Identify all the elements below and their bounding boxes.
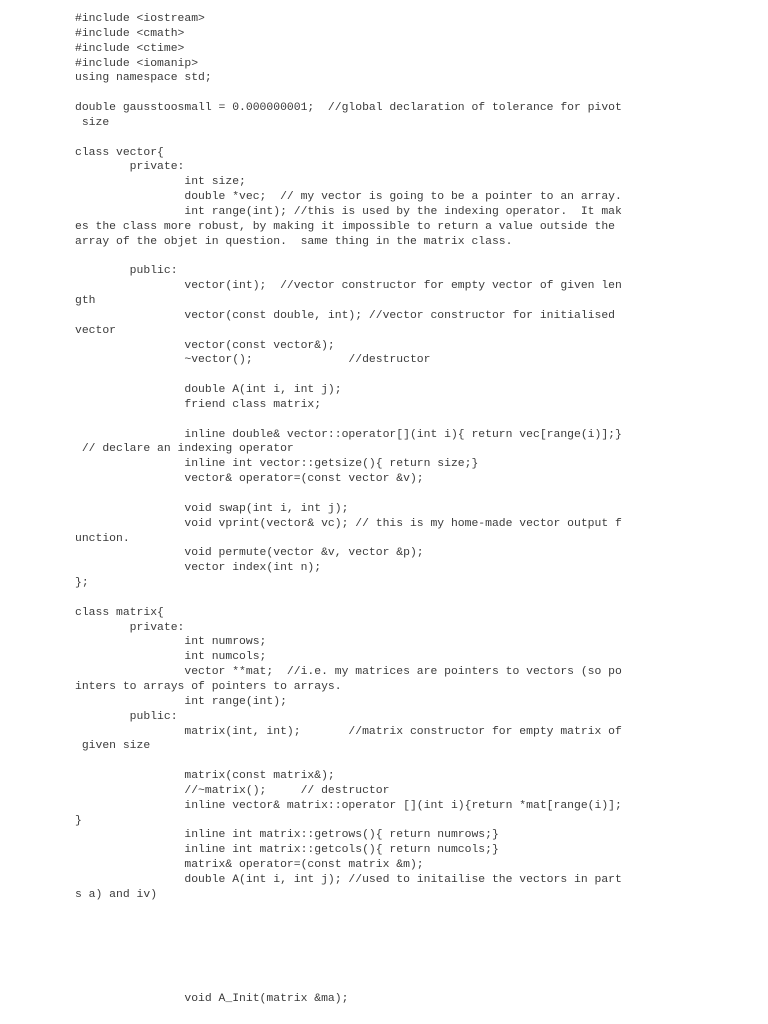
code-line: void swap(int i, int j); bbox=[75, 502, 349, 515]
code-line: inline double& vector::operator[](int i){ return vec[range(i)];} bbox=[75, 428, 622, 441]
code-line: class vector{ bbox=[75, 146, 164, 159]
code-line: matrix(const matrix&); bbox=[75, 770, 335, 783]
code-line: vector(const double, int); //vector constructor for initialised bbox=[75, 309, 616, 322]
code-line bbox=[75, 962, 622, 977]
code-line: array of the objet in question. same thing in the matrix class. bbox=[75, 235, 513, 248]
code-line: #include <ctime> bbox=[75, 42, 185, 55]
code-line bbox=[75, 977, 622, 992]
code-line bbox=[75, 368, 622, 383]
code-line bbox=[75, 932, 622, 947]
code-line bbox=[75, 903, 622, 918]
code-line bbox=[75, 413, 622, 428]
code-line: vector bbox=[75, 324, 117, 337]
code-line: inline int vector::getsize(){ return size;} bbox=[75, 458, 479, 471]
code-line: } bbox=[75, 814, 82, 827]
code-line: vector index(int n); bbox=[75, 562, 322, 575]
code-line bbox=[75, 754, 622, 769]
source-code-listing bbox=[75, 12, 622, 1007]
code-line: given size bbox=[75, 740, 151, 753]
code-line: unction. bbox=[75, 532, 130, 545]
code-line: double A(int i, int j); bbox=[75, 384, 342, 397]
code-line bbox=[75, 86, 622, 101]
code-line: matrix& operator=(const matrix &m); bbox=[75, 859, 424, 872]
code-line: double *vec; // my vector is going to be a pointer to an array. bbox=[75, 191, 622, 204]
code-line: private: bbox=[75, 621, 185, 634]
code-line bbox=[75, 917, 622, 932]
code-line: int numcols; bbox=[75, 651, 267, 664]
code-line: friend class matrix; bbox=[75, 398, 322, 411]
code-line: void permute(vector &v, vector &p); bbox=[75, 547, 424, 560]
code-line bbox=[75, 947, 622, 962]
code-line: #include <cmath> bbox=[75, 27, 185, 40]
code-line bbox=[75, 131, 622, 146]
code-line bbox=[75, 487, 622, 502]
code-line: vector(const vector&); bbox=[75, 339, 335, 352]
code-line: using namespace std; bbox=[75, 72, 212, 85]
code-line: matrix(int, int); //matrix constructor for empty matrix of bbox=[75, 725, 622, 738]
code-line: int range(int); bbox=[75, 695, 287, 708]
code-line: int numrows; bbox=[75, 636, 267, 649]
code-line: double A(int i, int j); //used to initailise the vectors in part bbox=[75, 873, 622, 886]
code-line: ~vector(); //destructor bbox=[75, 354, 431, 367]
code-line: //~matrix(); // destructor bbox=[75, 784, 390, 797]
code-line: int size; bbox=[75, 176, 246, 189]
code-line: private: bbox=[75, 161, 185, 174]
code-line: gth bbox=[75, 295, 96, 308]
code-line: inline int matrix::getcols(){ return numcols;} bbox=[75, 844, 499, 857]
code-line: vector& operator=(const vector &v); bbox=[75, 473, 424, 486]
code-line: #include <iostream> bbox=[75, 13, 205, 25]
code-line: es the class more robust, by making it impossible to return a value outside the bbox=[75, 220, 616, 233]
code-line: s a) and iv) bbox=[75, 888, 158, 901]
code-line: size bbox=[75, 116, 110, 129]
code-line: vector(int); //vector constructor for empty vector of given len bbox=[75, 280, 622, 293]
code-line: double gausstoosmall = 0.000000001; //global declaration of tolerance for pivot bbox=[75, 102, 622, 115]
code-line: vector **mat; //i.e. my matrices are pointers to vectors (so po bbox=[75, 666, 622, 679]
code-line: #include <iomanip> bbox=[75, 57, 199, 70]
code-line: void A_Init(matrix &ma); bbox=[75, 992, 349, 1005]
code-line: inline int matrix::getrows(){ return numrows;} bbox=[75, 829, 499, 842]
code-line: inline vector& matrix::operator [](int i){return *mat[range(i)]; bbox=[75, 799, 622, 812]
code-line: public: bbox=[75, 265, 178, 278]
code-line: inters to arrays of pointers to arrays. bbox=[75, 680, 342, 693]
code-line: void vprint(vector& vc); // this is my home-made vector output f bbox=[75, 517, 622, 530]
code-line: }; bbox=[75, 577, 89, 590]
code-line bbox=[75, 250, 622, 265]
code-line: public: bbox=[75, 710, 178, 723]
code-line: class matrix{ bbox=[75, 606, 164, 619]
code-line: int range(int); //this is used by the indexing operator. It mak bbox=[75, 205, 622, 218]
code-line: // declare an indexing operator bbox=[75, 443, 294, 456]
code-line bbox=[75, 591, 622, 606]
